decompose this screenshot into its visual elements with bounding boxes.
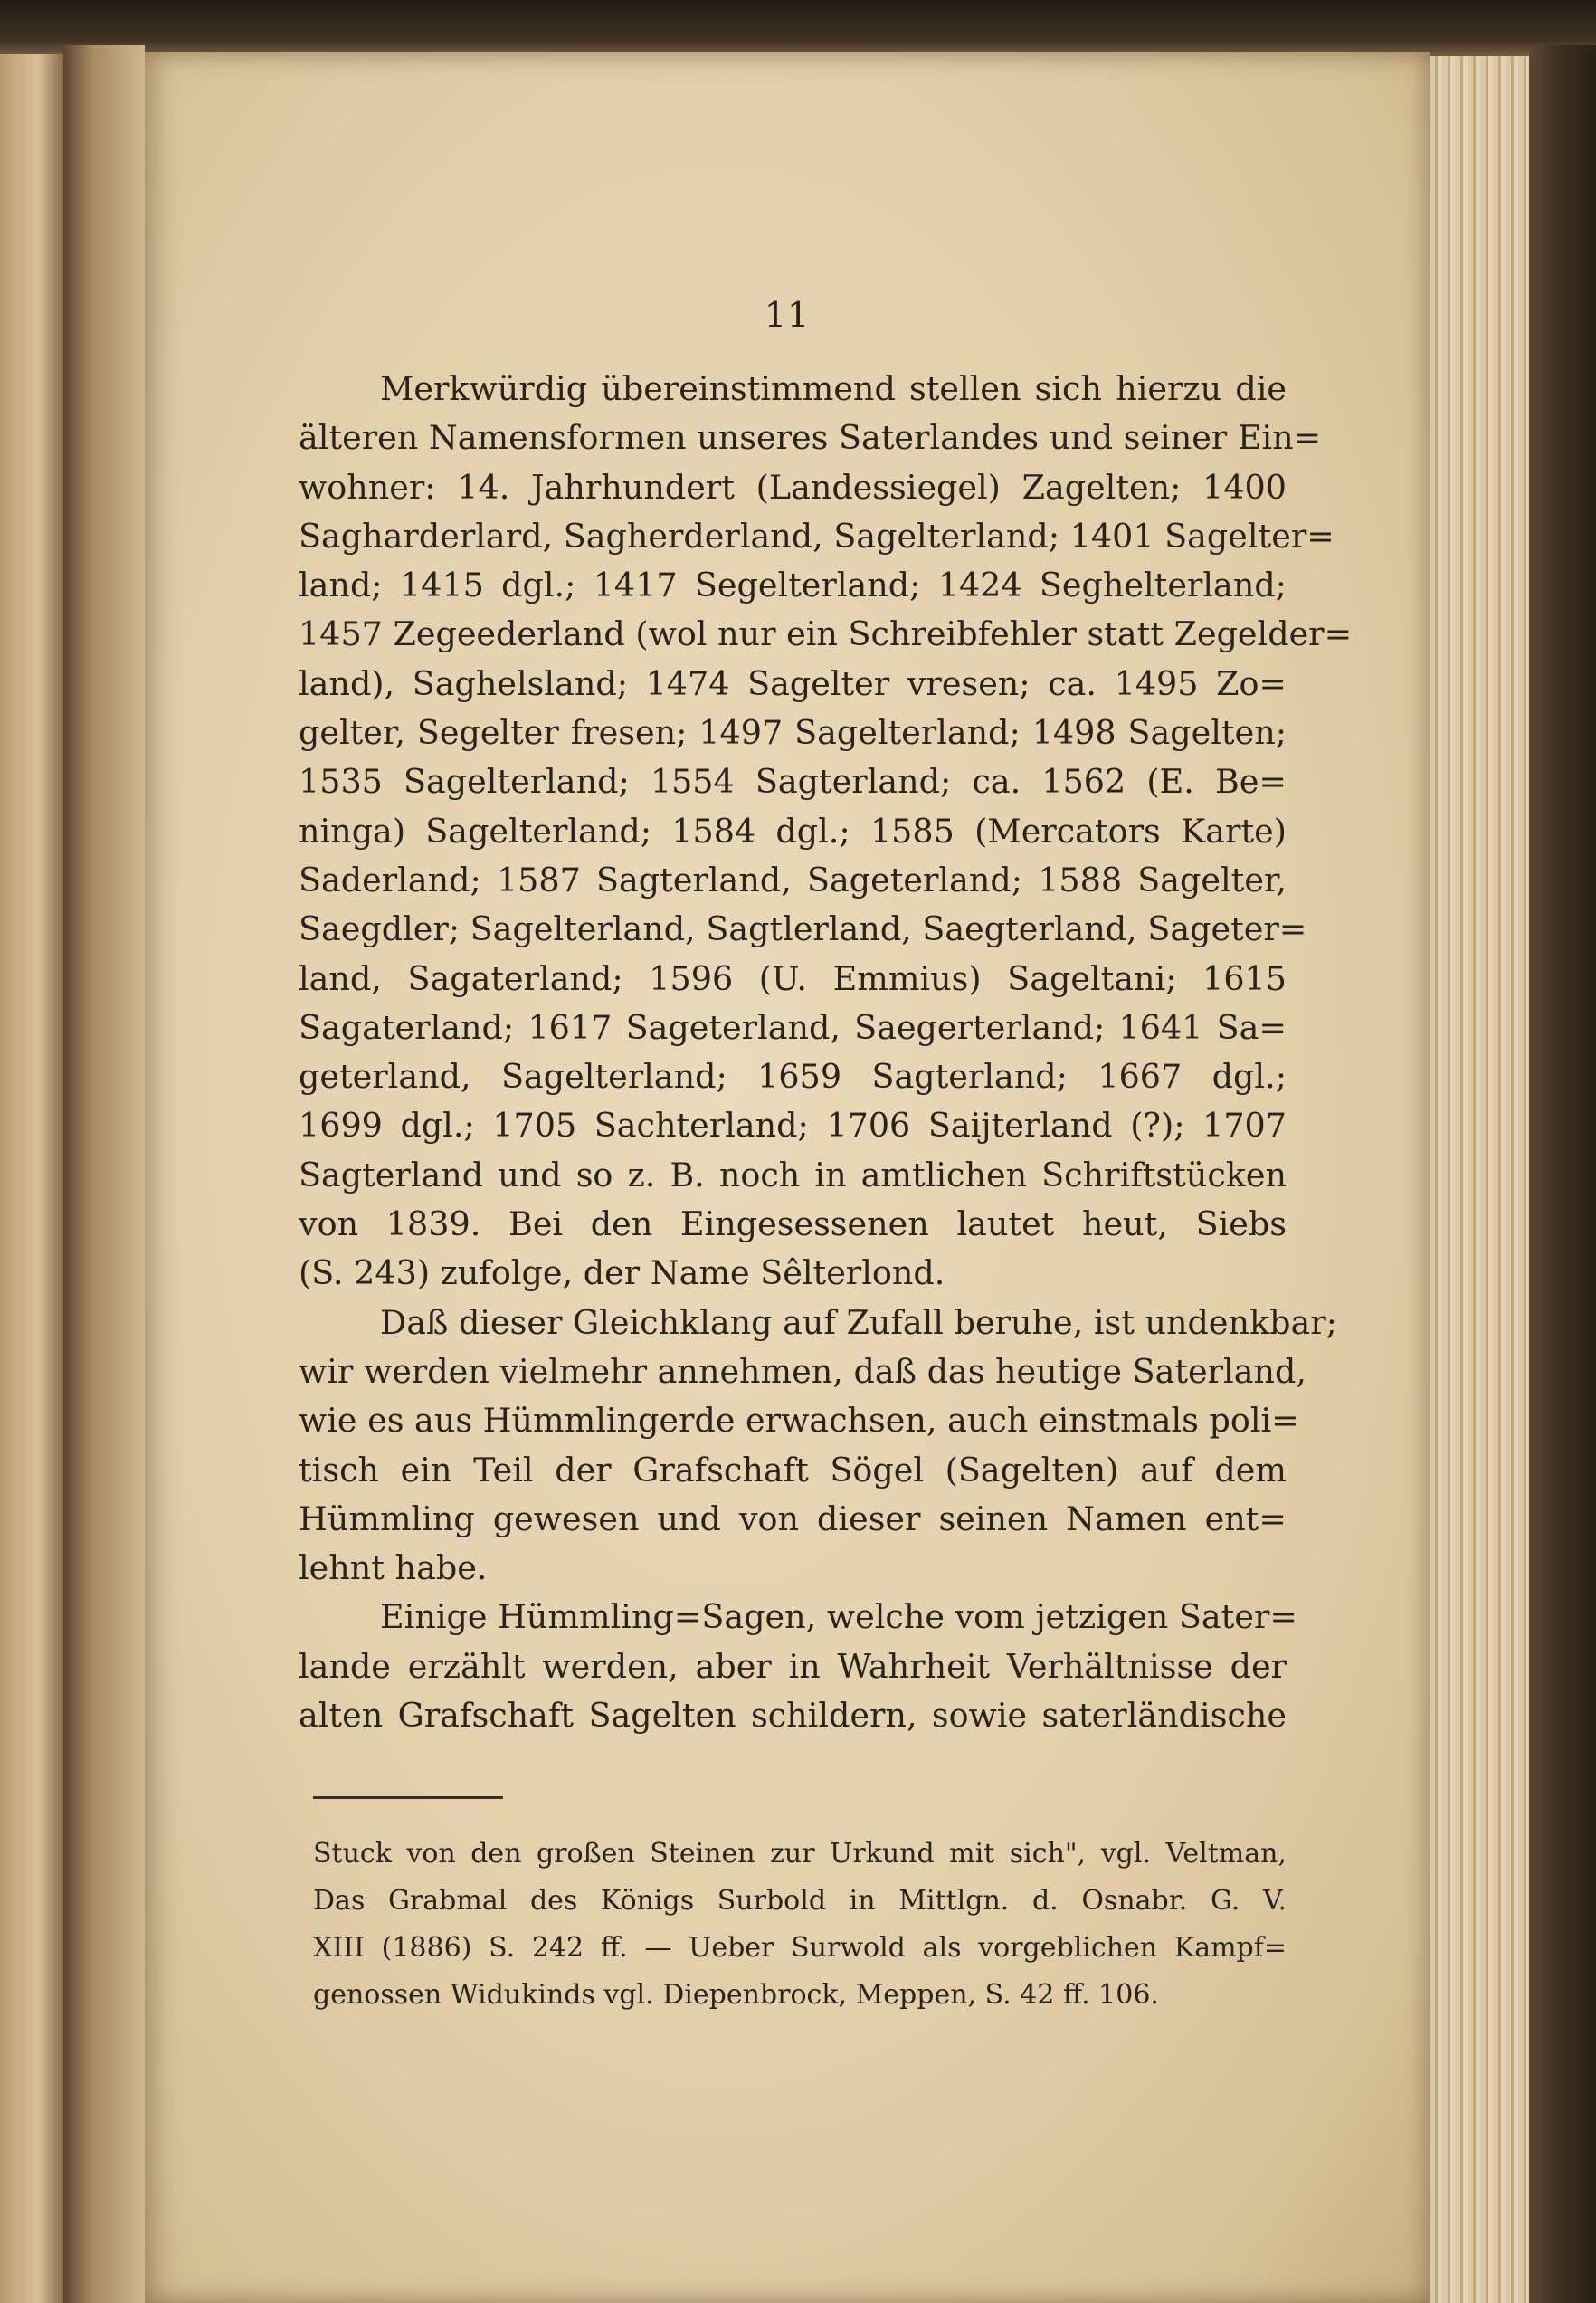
book-cover-edge (1529, 45, 1596, 2303)
footnote-line: XIII (1886) S. 242 ff. — Ueber Surwold als vorgeblichen Kampf= (313, 1932, 1287, 1964)
text-line: 1457 Zegeederland (wol nur ein Schreibfehler statt Zegelder= (299, 614, 1353, 654)
text-line: Hümmling gewesen und von dieser seinen Namen ent= (299, 1499, 1287, 1538)
book-page (145, 52, 1430, 2303)
text-line: (S. 243) zufolge, der Name Sêlterlond. (299, 1253, 945, 1293)
footnote-line: Das Grabmal des Königs Surbold in Mittlgn. d. Osnabr. G. V. (313, 1885, 1287, 1917)
text-line: tisch ein Teil der Grafschaft Sögel (Sagelten) auf dem (299, 1450, 1287, 1489)
footnote-divider (313, 1796, 503, 1799)
text-line: von 1839. Bei den Eingesessenen lautet heut, Siebs (299, 1204, 1287, 1244)
text-line: Sagharderlard, Sagherderland, Sagelterland; 1401 Sagelter= (299, 516, 1335, 556)
text-line: lehnt habe. (299, 1548, 488, 1588)
text-line: Daß dieser Gleichklang auf Zufall beruhe, ist undenkbar; (380, 1302, 1337, 1342)
text-line: wohner: 14. Jahrhundert (Landessiegel) Zagelten; 1400 (299, 467, 1287, 507)
text-line: gelter, Segelter fresen; 1497 Sagelterland; 1498 Sagelten; (299, 713, 1287, 753)
text-line: Sagaterland; 1617 Sageterland, Saegerterland; 1641 Sa= (299, 1007, 1287, 1047)
text-line: 1699 dgl.; 1705 Sachterland; 1706 Saijterland (?); 1707 (299, 1106, 1287, 1146)
text-line: wie es aus Hümmlingerde erwachsen, auch einstmals poli= (299, 1401, 1299, 1441)
text-line: wir werden vielmehr annehmen, daß das heutige Saterland, (299, 1351, 1306, 1391)
page-number: 11 (764, 295, 811, 335)
footnote-line: genossen Widukinds vgl. Diepenbrock, Meppen, S. 42 ff. 106. (313, 1979, 1159, 2011)
text-line: land), Saghelsland; 1474 Sagelter vresen; ca. 1495 Zo= (299, 663, 1287, 703)
text-line: Sagterland und so z. B. noch in amtlichen Schriftstücken (299, 1155, 1287, 1194)
text-line: Merkwürdig übereinstimmend stellen sich hierzu die (380, 369, 1287, 408)
main-text (299, 365, 1353, 1740)
text-line: 1535 Sagelterland; 1554 Sagterland; ca. 1562 (E. Be= (299, 762, 1287, 802)
text-line: älteren Namensformen unseres Saterlandes und seiner Ein= (299, 418, 1322, 458)
text-line: alten Grafschaft Sagelten schildern, sowie saterländische (299, 1696, 1287, 1736)
text-line: ninga) Sagelterland; 1584 dgl.; 1585 (Mercators Karte) (299, 811, 1287, 851)
footnote-line: Stuck von den großen Steinen zur Urkund mit sich", vgl. Veltman, (313, 1838, 1287, 1870)
text-line: Saegdler; Sagelterland, Sagtlerland, Saegterland, Sageter= (299, 909, 1307, 949)
page-edges (1430, 56, 1529, 2303)
footnote (313, 1831, 1287, 2019)
text-line: geterland, Sagelterland; 1659 Sagterland; 1667 dgl.; (299, 1057, 1287, 1097)
previous-page-edge (0, 54, 63, 2303)
text-line: land, Sagaterland; 1596 (U. Emmius) Sageltani; 1615 (299, 958, 1287, 998)
text-line: Saderland; 1587 Sagterland, Sageterland; 1588 Sagelter, (299, 860, 1287, 899)
text-line: Einige Hümmling=Sagen, welche vom jetzigen Sater= (380, 1597, 1297, 1637)
top-binding-edge (0, 0, 1596, 58)
book-gutter (63, 45, 145, 2303)
text-line: lande erzählt werden, aber in Wahrheit Verhältnisse der (299, 1646, 1287, 1686)
text-line: land; 1415 dgl.; 1417 Segelterland; 1424 Seghelterland; (299, 566, 1287, 605)
